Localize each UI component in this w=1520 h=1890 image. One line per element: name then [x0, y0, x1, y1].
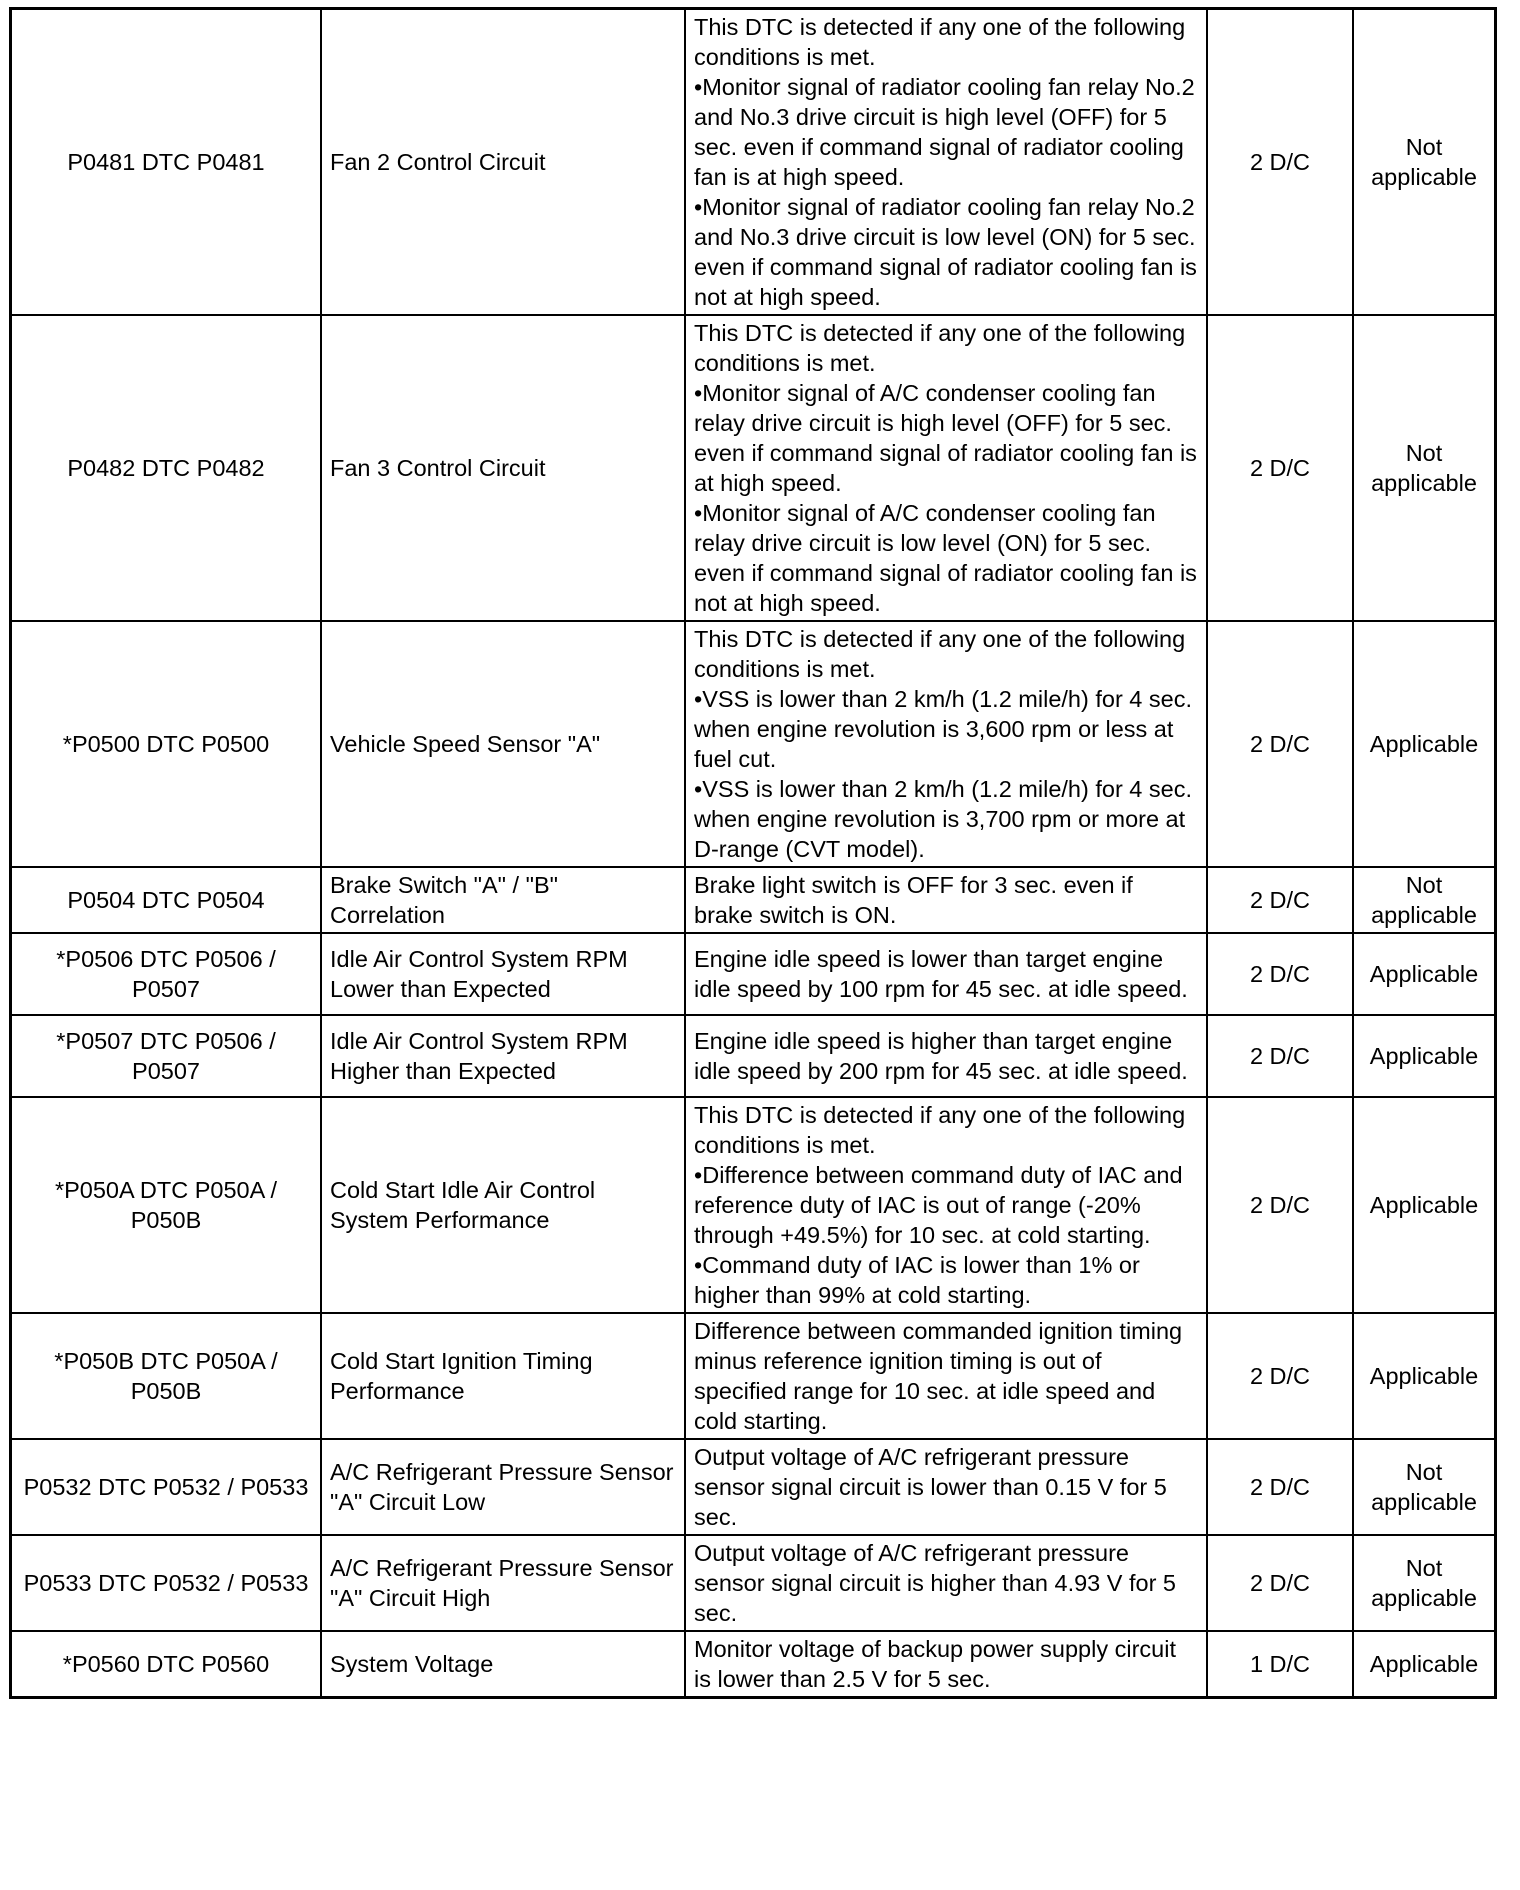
- dtc-code-cell: *P0560 DTC P0560: [11, 1631, 322, 1698]
- table-row: [11, 315, 1496, 621]
- condition-line: Monitor voltage of backup power supply circuit is lower than 2.5 V for 5 sec.: [694, 1636, 1176, 1692]
- mil-cell: Applicable: [1353, 1313, 1496, 1439]
- dtc-code-cell: *P050B DTC P050A / P050B: [11, 1313, 322, 1439]
- condition-line: Output voltage of A/C refrigerant pressure sensor signal circuit is higher than 4.93 V for 5 sec.: [694, 1540, 1177, 1626]
- table-row: [11, 1439, 1496, 1535]
- detection-condition-cell: [685, 1097, 1207, 1313]
- condition-line: Brake light switch is OFF for 3 sec. even if brake switch is ON.: [694, 872, 1133, 928]
- trip-logic-cell: 2 D/C: [1207, 1439, 1353, 1535]
- trip-logic-cell: 2 D/C: [1207, 867, 1353, 933]
- condition-line: Difference between commanded ignition timing minus reference ignition timing is out of specified range for 10 sec. at idle speed and cold starting.: [694, 1318, 1183, 1434]
- dtc-code-cell: P0481 DTC P0481: [11, 9, 322, 316]
- trip-logic-cell: 2 D/C: [1207, 9, 1353, 316]
- trip-logic-cell: 1 D/C: [1207, 1631, 1353, 1698]
- dtc-code-cell: P0504 DTC P0504: [11, 867, 322, 933]
- mil-cell: Applicable: [1353, 1631, 1496, 1698]
- trip-logic-cell: 2 D/C: [1207, 1313, 1353, 1439]
- detection-item-cell: A/C Refrigerant Pressure Sensor "A" Circuit Low: [321, 1439, 685, 1535]
- condition-line: This DTC is detected if any one of the following conditions is met.: [694, 626, 1186, 682]
- table-row: [11, 621, 1496, 867]
- detection-condition-cell: [685, 621, 1207, 867]
- condition-line: This DTC is detected if any one of the following conditions is met.: [694, 320, 1186, 376]
- mil-cell: Not applicable: [1353, 1439, 1496, 1535]
- dtc-table: [9, 7, 1497, 1699]
- detection-item-cell: Fan 3 Control Circuit: [321, 315, 685, 621]
- detection-condition-cell: [685, 1015, 1207, 1097]
- condition-line: Output voltage of A/C refrigerant pressure sensor signal circuit is lower than 0.15 V for 5 sec.: [694, 1444, 1167, 1530]
- table-row: [11, 1535, 1496, 1631]
- detection-item-cell: Idle Air Control System RPM Higher than Expected: [321, 1015, 685, 1097]
- trip-logic-cell: 2 D/C: [1207, 315, 1353, 621]
- mil-cell: Applicable: [1353, 933, 1496, 1015]
- detection-condition-cell: [685, 867, 1207, 933]
- condition-line: •Command duty of IAC is lower than 1% or higher than 99% at cold starting.: [694, 1252, 1140, 1308]
- detection-condition-cell: [685, 315, 1207, 621]
- condition-line: This DTC is detected if any one of the following conditions is met.: [694, 14, 1186, 70]
- dtc-code-cell: P0533 DTC P0532 / P0533: [11, 1535, 322, 1631]
- condition-line: •Monitor signal of A/C condenser cooling fan relay drive circuit is high level (OFF) for 5 sec. even if command signal of radiator cooling fan is at high speed.: [694, 380, 1197, 496]
- condition-line: •Monitor signal of radiator cooling fan relay No.2 and No.3 drive circuit is high level (OFF) for 5 sec. even if command signal of radiator cooling fan is at high speed.: [694, 74, 1195, 190]
- detection-condition-cell: [685, 1439, 1207, 1535]
- table-row: [11, 9, 1496, 316]
- condition-line: •VSS is lower than 2 km/h (1.2 mile/h) for 4 sec. when engine revolution is 3,600 rpm or less at fuel cut.: [694, 686, 1192, 772]
- detection-item-cell: Cold Start Ignition Timing Performance: [321, 1313, 685, 1439]
- condition-line: •Monitor signal of radiator cooling fan relay No.2 and No.3 drive circuit is low level (ON) for 5 sec. even if command signal of radiator cooling fan is not at high speed.: [694, 194, 1197, 310]
- condition-line: This DTC is detected if any one of the following conditions is met.: [694, 1102, 1186, 1158]
- trip-logic-cell: 2 D/C: [1207, 1097, 1353, 1313]
- dtc-code-cell: P0532 DTC P0532 / P0533: [11, 1439, 322, 1535]
- condition-line: Engine idle speed is lower than target engine idle speed by 100 rpm for 45 sec. at idle speed.: [694, 946, 1188, 1002]
- condition-line: Engine idle speed is higher than target engine idle speed by 200 rpm for 45 sec. at idle speed.: [694, 1028, 1188, 1084]
- table-row: [11, 1097, 1496, 1313]
- detection-item-cell: System Voltage: [321, 1631, 685, 1698]
- table-row: [11, 1015, 1496, 1097]
- trip-logic-cell: 2 D/C: [1207, 621, 1353, 867]
- detection-condition-cell: [685, 1535, 1207, 1631]
- detection-item-cell: Fan 2 Control Circuit: [321, 9, 685, 316]
- table-row: [11, 1631, 1496, 1698]
- detection-condition-cell: [685, 1631, 1207, 1698]
- trip-logic-cell: 2 D/C: [1207, 933, 1353, 1015]
- detection-item-cell: Cold Start Idle Air Control System Performance: [321, 1097, 685, 1313]
- condition-line: •Difference between command duty of IAC and reference duty of IAC is out of range (-20% through +49.5%) for 10 sec. at cold starting.: [694, 1162, 1183, 1248]
- dtc-code-cell: *P0506 DTC P0506 / P0507: [11, 933, 322, 1015]
- dtc-table-body: [11, 9, 1496, 1698]
- dtc-code-cell: P0482 DTC P0482: [11, 315, 322, 621]
- detection-condition-cell: [685, 933, 1207, 1015]
- table-row: [11, 867, 1496, 933]
- detection-item-cell: Brake Switch "A" / "B" Correlation: [321, 867, 685, 933]
- mil-cell: Applicable: [1353, 1015, 1496, 1097]
- detection-condition-cell: [685, 9, 1207, 316]
- detection-item-cell: Idle Air Control System RPM Lower than Expected: [321, 933, 685, 1015]
- mil-cell: Not applicable: [1353, 1535, 1496, 1631]
- detection-item-cell: Vehicle Speed Sensor "A": [321, 621, 685, 867]
- condition-line: •VSS is lower than 2 km/h (1.2 mile/h) for 4 sec. when engine revolution is 3,700 rpm or more at D-range (CVT model).: [694, 776, 1192, 862]
- mil-cell: Applicable: [1353, 621, 1496, 867]
- dtc-code-cell: *P0507 DTC P0506 / P0507: [11, 1015, 322, 1097]
- table-row: [11, 933, 1496, 1015]
- detection-condition-cell: [685, 1313, 1207, 1439]
- mil-cell: Not applicable: [1353, 315, 1496, 621]
- table-row: [11, 1313, 1496, 1439]
- trip-logic-cell: 2 D/C: [1207, 1015, 1353, 1097]
- mil-cell: Not applicable: [1353, 9, 1496, 316]
- detection-item-cell: A/C Refrigerant Pressure Sensor "A" Circuit High: [321, 1535, 685, 1631]
- condition-line: •Monitor signal of A/C condenser cooling fan relay drive circuit is low level (ON) for 5 sec. even if command signal of radiator cooling fan is not at high speed.: [694, 500, 1197, 616]
- mil-cell: Applicable: [1353, 1097, 1496, 1313]
- dtc-code-cell: *P050A DTC P050A / P050B: [11, 1097, 322, 1313]
- trip-logic-cell: 2 D/C: [1207, 1535, 1353, 1631]
- dtc-code-cell: *P0500 DTC P0500: [11, 621, 322, 867]
- mil-cell: Not applicable: [1353, 867, 1496, 933]
